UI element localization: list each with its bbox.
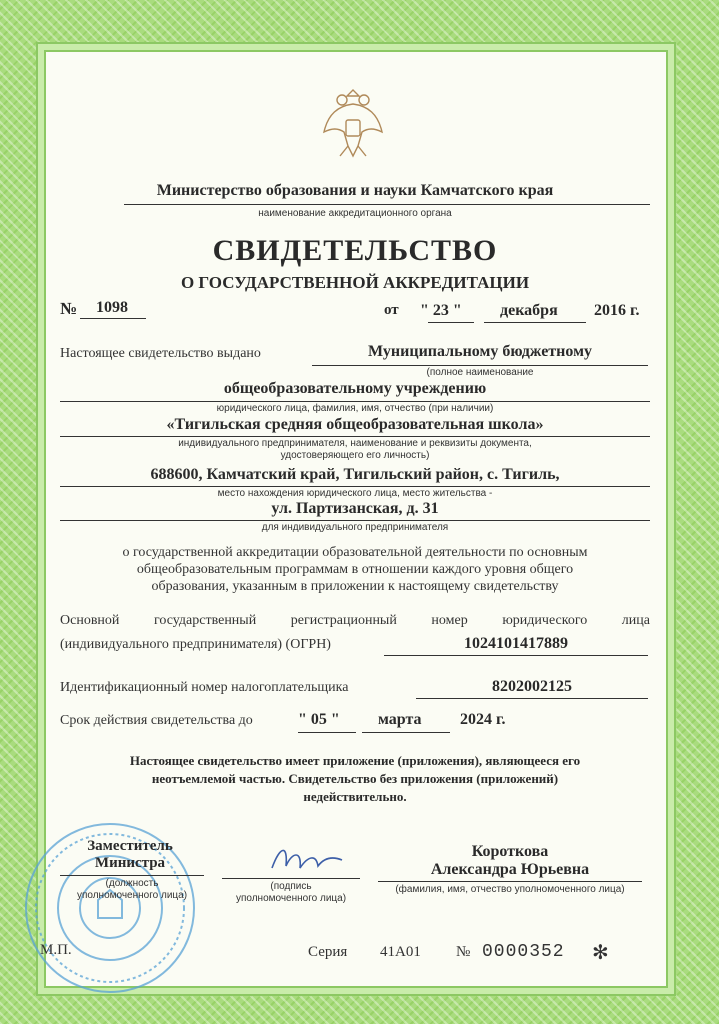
ogrn-value: 1024101417889: [464, 635, 568, 652]
signatory-name: Короткова Александра Юрьевна: [430, 843, 590, 878]
recipient-caption-1: (полное наименование: [426, 367, 534, 378]
recipient-line-2: общеобразовательному учреждению: [223, 380, 487, 397]
appendix-note: Настоящее свидетельство имеет приложение (приложения), являющееся его неотъемлемой частью. Свидетельство без приложения (приложений) недействительно.: [129, 753, 581, 804]
recipient-caption-2: юридического лица, фамилия, имя, отчество (при наличии): [216, 403, 494, 414]
certificate-number: 1098: [96, 299, 128, 316]
certificate-subtitle: О ГОСУДАРСТВЕННОЙ АККРЕДИТАЦИИ: [180, 273, 530, 292]
signature-caption: (подпись уполномоченного лица): [235, 881, 347, 904]
validity-year: 2024 г.: [460, 711, 506, 728]
authority-name: Министерство образования и науки Камчатского края: [156, 182, 554, 199]
seal-place-label: М.П.: [40, 942, 72, 958]
inn-value: 8202002125: [492, 678, 572, 695]
issued-label: Настоящее свидетельство выдано: [60, 346, 261, 361]
series-number: 0000352: [482, 942, 565, 962]
ogrn-label-2: (индивидуального предпринимателя) (ОГРН): [60, 637, 331, 652]
certificate-title: СВИДЕТЕЛЬСТВО: [212, 234, 498, 267]
recipient-caption-3b: удостоверяющего его личность): [280, 450, 430, 461]
recipient-caption-4: место нахождения юридического лица, место жительства -: [217, 488, 493, 499]
date-from-label: от: [384, 302, 399, 318]
recipient-line-5: ул. Партизанская, д. 31: [271, 500, 439, 517]
signatory-position: Заместитель Министра: [87, 838, 173, 871]
purpose-text: о государственной аккредитации образовательной деятельности по основным общеобразовательным программам в отношении каждого уровня общего образования, указанным в приложении к настоящему свидетельству: [122, 545, 588, 594]
issue-year: 2016 г.: [594, 302, 640, 319]
recipient-line-3: «Тигильская средняя общеобразовательная школа»: [166, 416, 544, 433]
series-mark-icon: ✻: [592, 942, 609, 964]
validity-month: марта: [378, 711, 422, 728]
coat-of-arms-icon: [318, 84, 388, 162]
series-number-label: №: [456, 944, 471, 960]
issue-month: декабря: [500, 302, 558, 319]
authority-caption: наименование аккредитационного органа: [258, 208, 452, 219]
position-caption: (должность уполномоченного лица): [76, 878, 188, 901]
validity-label: Срок действия свидетельства до: [60, 713, 253, 728]
ogrn-label-1: Основной государственный регистрационный номер юридического лица: [60, 613, 650, 628]
series-value: 41А01: [380, 944, 421, 960]
recipient-caption-5: для индивидуального предпринимателя: [261, 522, 449, 533]
recipient-line-1: Муниципальному бюджетному: [368, 343, 592, 360]
recipient-line-4: 688600, Камчатский край, Тигильский район, с. Тигиль,: [150, 466, 560, 483]
inn-label: Идентификационный номер налогоплательщика: [60, 680, 349, 695]
number-label: №: [60, 299, 78, 318]
name-caption: (фамилия, имя, отчество уполномоченного лица): [395, 884, 625, 895]
series-label: Серия: [308, 944, 348, 960]
recipient-caption-3a: индивидуального предпринимателя, наименование и реквизиты документа,: [178, 438, 532, 449]
issue-day: " 23 ": [420, 302, 462, 319]
signature-scribble-icon: [262, 838, 352, 882]
validity-day: " 05 ": [298, 711, 340, 728]
